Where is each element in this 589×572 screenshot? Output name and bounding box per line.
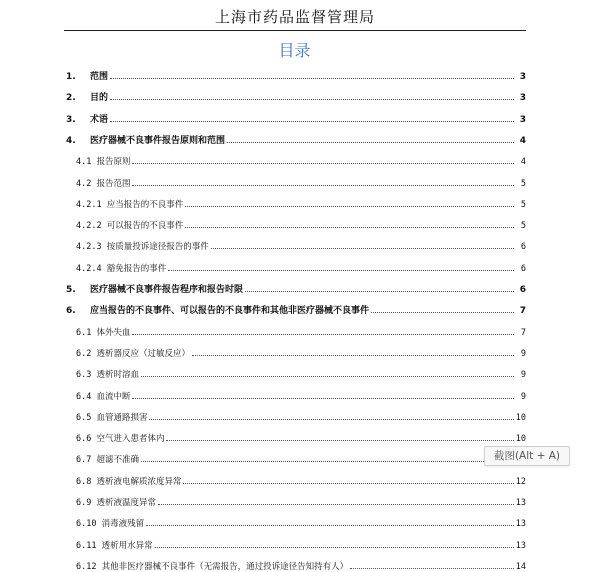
toc-entry[interactable] <box>76 362 526 380</box>
toc-entry[interactable] <box>76 320 526 338</box>
toc-leader-dots <box>192 355 514 356</box>
toc-leader-dots <box>110 78 514 79</box>
toc-entry-page: 14 <box>515 561 526 572</box>
toc-entry-page: 13 <box>515 540 526 551</box>
toc-entry-page: 13 <box>515 519 526 530</box>
toc-entry[interactable] <box>76 469 526 487</box>
toc-entry-label: 4.2 报告范围 <box>76 178 131 189</box>
toc-entry-page: 10 <box>515 434 526 445</box>
toc-entry[interactable] <box>76 533 526 551</box>
toc-entry-label: 6.2 透析器反应（过敏反应） <box>76 348 190 359</box>
toc-leader-dots <box>227 142 514 143</box>
toc-entry-label: 4.1 报告原则 <box>76 157 131 168</box>
toc-entry-page: 5 <box>520 221 526 232</box>
toc-entry-number: 6. <box>66 306 76 317</box>
toc-leader-dots <box>110 99 514 100</box>
toc-title: 目录 <box>278 41 311 60</box>
toc-leader-dots <box>132 334 514 335</box>
toc-entry-page: 13 <box>515 498 526 508</box>
toc-entry-label: 术语 <box>90 114 109 125</box>
toc-entry-label: 医疗器械不良事件报告程序和报告时限 <box>90 285 244 295</box>
toc-entry-page: 4 <box>519 135 526 146</box>
toc-entry[interactable] <box>76 192 526 210</box>
toc-entry-number: 2. <box>66 93 76 104</box>
toc-entry[interactable] <box>76 511 526 529</box>
toc-leader-dots <box>132 185 514 186</box>
toc-entry-page: 9 <box>520 370 526 381</box>
toc-entry-label: 6.8 透析液电解质浓度异常 <box>76 476 182 487</box>
toc-entry[interactable] <box>76 447 526 465</box>
toc-entry-label: 医疗器械不良事件报告原则和范围 <box>90 135 226 146</box>
toc-entry[interactable] <box>76 234 526 252</box>
screenshot-tooltip: 截图(Alt + A) <box>484 446 570 466</box>
toc-leader-dots <box>168 270 514 271</box>
toc-leader-dots <box>132 163 514 164</box>
toc-leader-dots <box>132 398 514 399</box>
toc-entry-label: 6.9 透析液温度异常 <box>76 498 156 508</box>
toc-entry-label: 6.11 透析用水异常 <box>76 540 153 551</box>
toc-entry-label: 4.2.1 应当报告的不良事件 <box>76 199 184 210</box>
toc-entry-label: 应当报告的不良事件、可以报告的不良事件和其他非医疗器械不良事件 <box>90 306 370 317</box>
toc-entry-label: 6.5 血管通路损害 <box>76 412 148 423</box>
toc-leader-dots <box>155 547 514 548</box>
toc-entry-page: 7 <box>519 306 526 317</box>
toc-entry-page: 6 <box>519 285 526 295</box>
toc-entry-label: 6.6 空气进入患者体内 <box>76 434 165 445</box>
toc-entry[interactable] <box>76 256 526 274</box>
toc-leader-dots <box>245 291 514 292</box>
document-header: 上海市药品监督管理局 <box>64 6 526 31</box>
toc-leader-dots <box>211 248 514 249</box>
toc-entry-page: 10 <box>515 412 526 423</box>
toc-entry[interactable] <box>66 85 526 103</box>
toc-entry-label: 6.7 超滤不准确 <box>76 455 139 466</box>
toc-entry[interactable] <box>76 554 526 572</box>
toc-entry-label: 6.3 透析时溶血 <box>76 370 139 381</box>
toc-entry-label: 6.12 其他非医疗器械不良事件（无需报告，通过投诉途径告知持有人） <box>76 561 349 572</box>
toc-entry[interactable] <box>76 405 526 423</box>
toc-leader-dots <box>141 461 514 462</box>
toc-entry[interactable] <box>66 128 526 146</box>
toc-entry-number: 4. <box>66 135 76 146</box>
toc-leader-dots <box>185 206 514 207</box>
toc-entry-page: 6 <box>520 242 526 253</box>
toc-entry-number: 1. <box>66 72 76 82</box>
toc-entry-page: 12 <box>515 476 526 487</box>
toc-entry-page: 9 <box>520 391 526 402</box>
toc-leader-dots <box>158 504 514 505</box>
toc-entry-label: 4.2.4 豁免报告的事件 <box>76 263 167 274</box>
toc-entry-page: 5 <box>520 178 526 189</box>
toc-entry[interactable] <box>76 213 526 231</box>
toc-leader-dots <box>110 121 514 122</box>
toc-entry-page: 5 <box>520 199 526 210</box>
toc-entry-page: 3 <box>519 114 526 125</box>
toc-entry-page: 6 <box>520 263 526 274</box>
toc-entry-page: 3 <box>519 72 526 82</box>
toc-leader-dots <box>141 376 514 377</box>
toc-entry-number: 3. <box>66 114 76 125</box>
toc-entry[interactable] <box>76 171 526 189</box>
toc-entry-label: 4.2.2 可以报告的不良事件 <box>76 221 184 232</box>
toc-entry-label: 6.10 消毒液残留 <box>76 519 145 530</box>
toc-leader-dots <box>166 440 513 441</box>
toc-leader-dots <box>350 568 514 569</box>
toc-entry[interactable] <box>76 149 526 167</box>
toc-entry-label: 6.1 体外失血 <box>76 327 131 338</box>
toc-entry[interactable] <box>66 298 526 316</box>
toc-entry-label: 4.2.3 按质量投诉途径报告的事件 <box>76 242 209 253</box>
toc-entry[interactable] <box>66 277 526 295</box>
toc-entry[interactable] <box>66 64 526 82</box>
toc-entry-page: 3 <box>519 93 526 104</box>
toc-entry-page: 9 <box>520 348 526 359</box>
toc-entry[interactable] <box>76 490 526 508</box>
toc-entry-page: 7 <box>520 327 526 338</box>
toc-entry-label: 6.4 血流中断 <box>76 391 131 402</box>
toc-leader-dots <box>185 227 514 228</box>
toc-entry-label: 范围 <box>90 72 109 82</box>
toc-entry[interactable] <box>66 107 526 125</box>
toc-entry[interactable] <box>76 341 526 359</box>
toc-leader-dots <box>149 419 513 420</box>
toc-entry-label: 目的 <box>90 93 109 104</box>
toc-entry[interactable] <box>76 426 526 444</box>
toc-leader-dots <box>183 483 513 484</box>
toc-entry-page: 4 <box>520 157 526 168</box>
toc-entry-number: 5. <box>66 285 76 295</box>
toc-leader-dots <box>146 525 514 526</box>
toc-leader-dots <box>371 312 514 313</box>
toc-entry[interactable] <box>76 384 526 402</box>
